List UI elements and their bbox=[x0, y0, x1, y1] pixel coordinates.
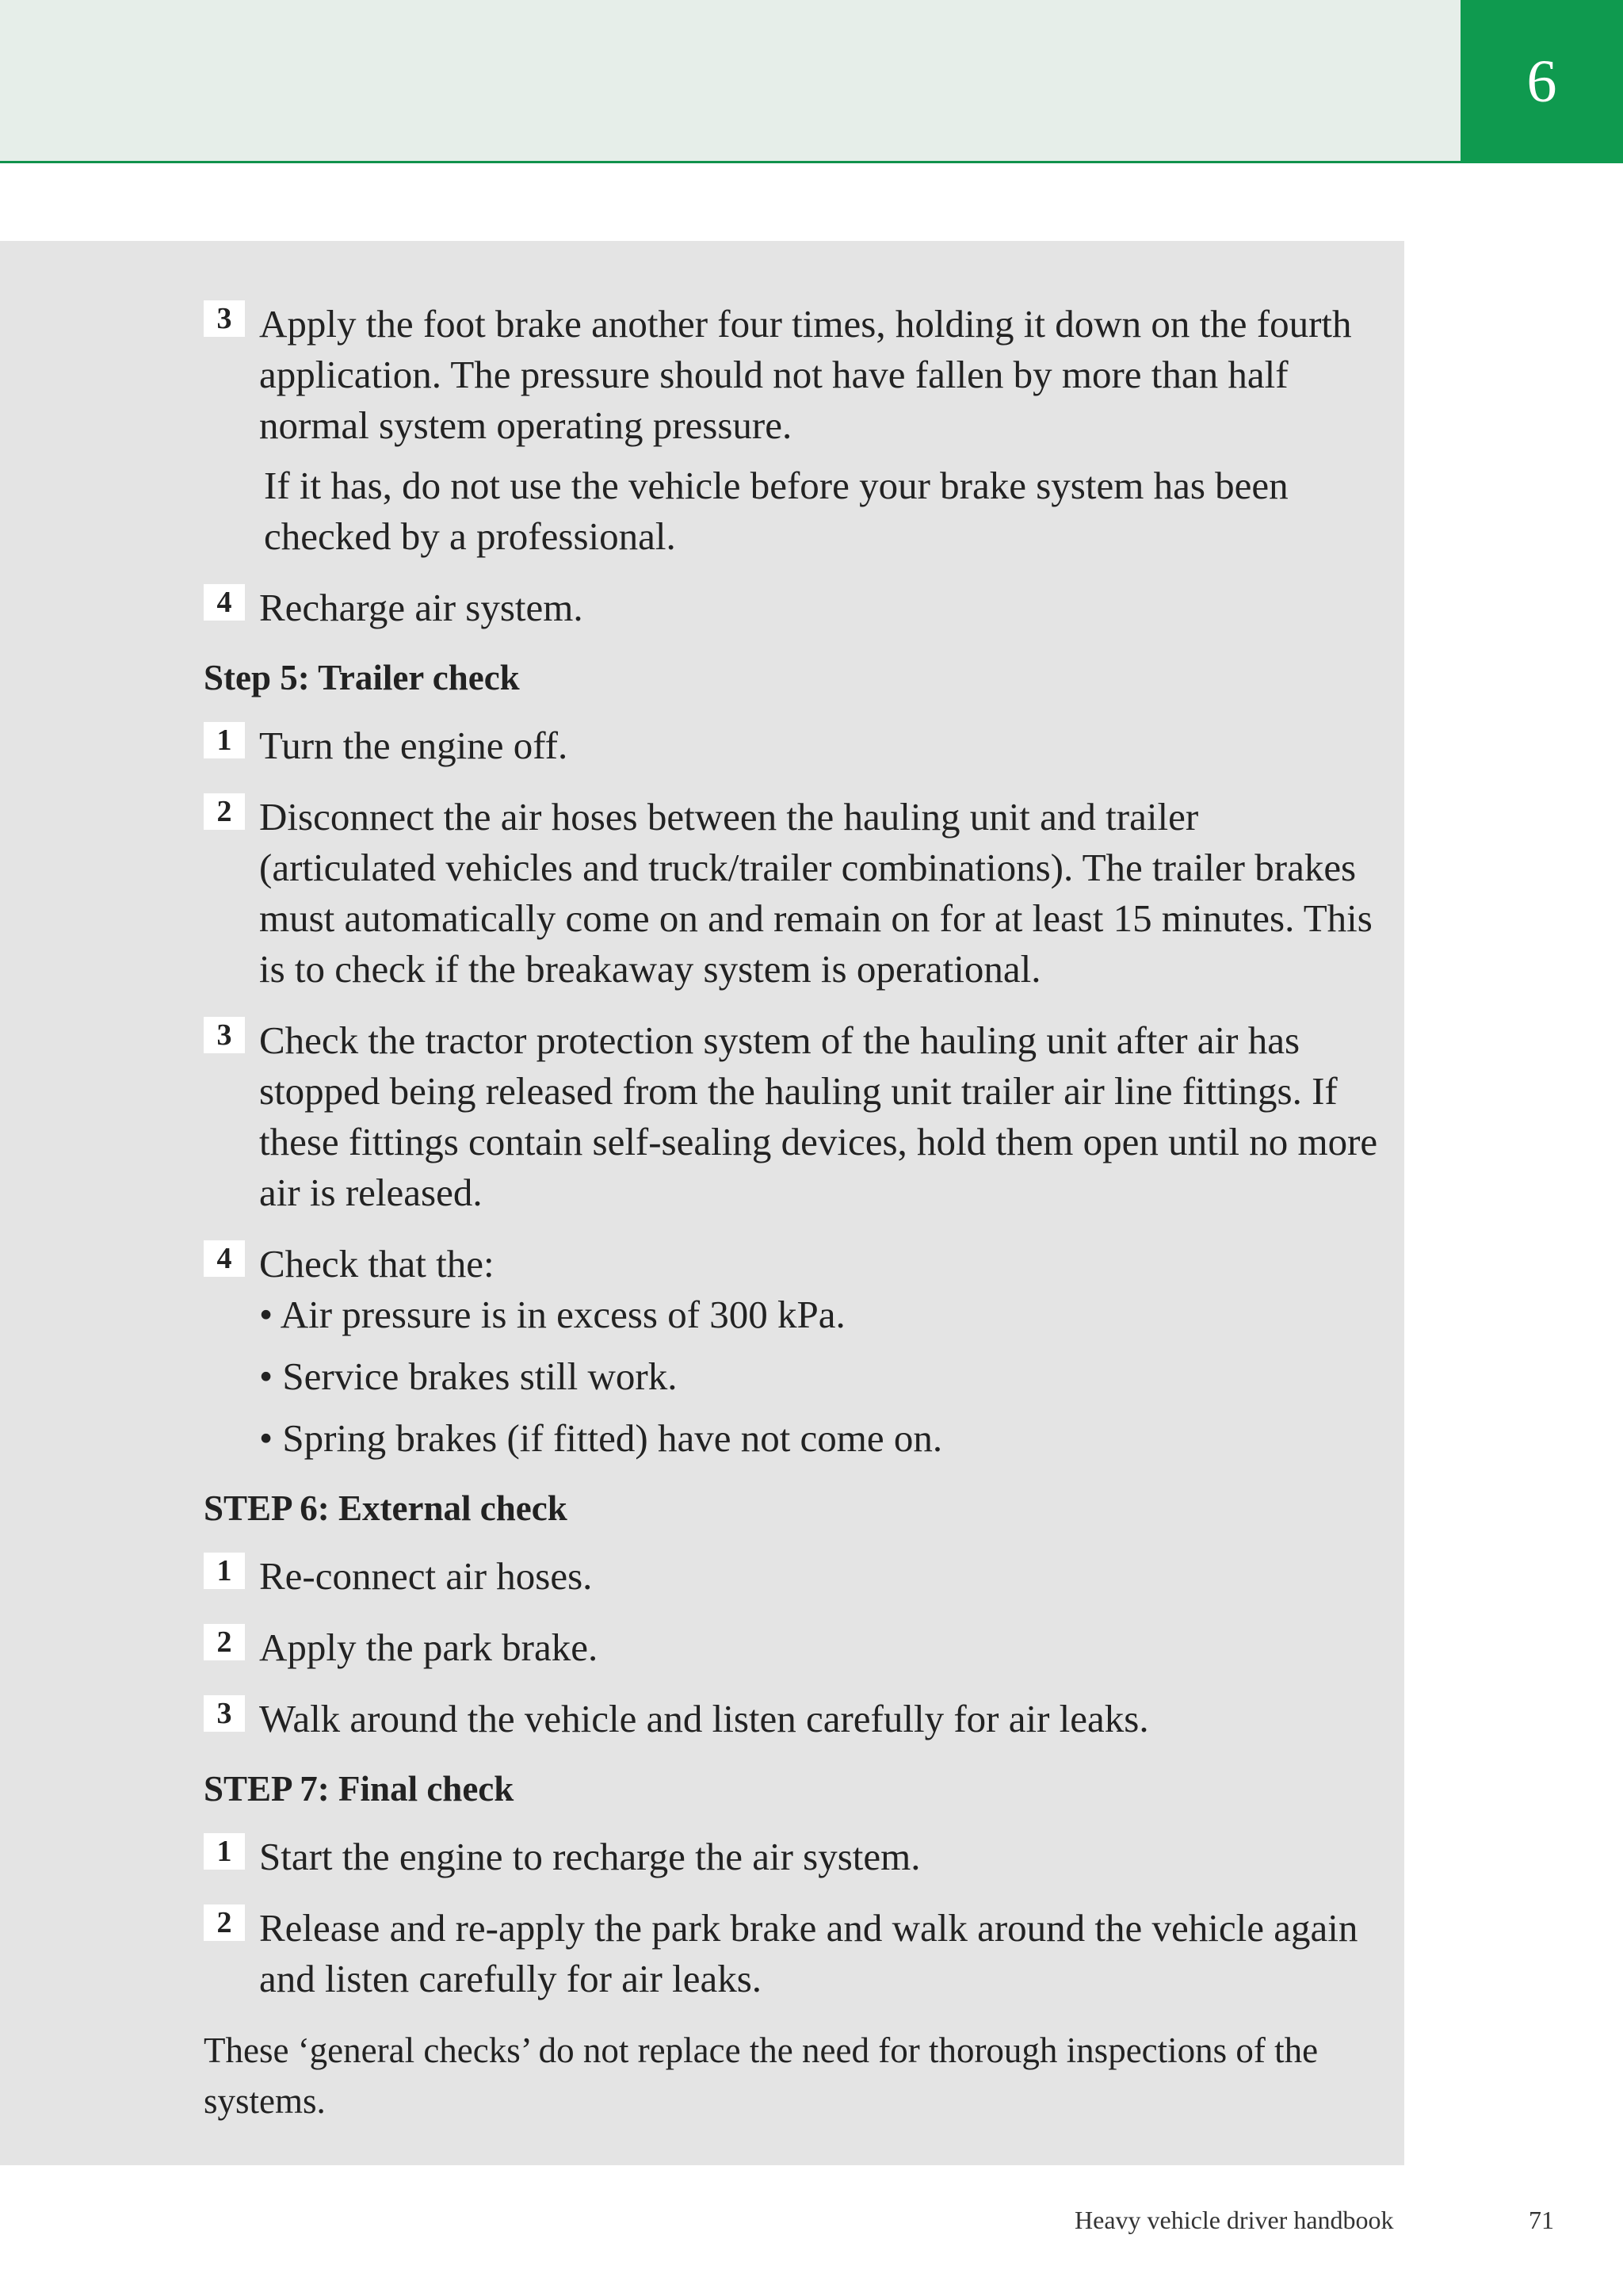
bullet-item: • Spring brakes (if fitted) have not come on. bbox=[259, 1416, 943, 1460]
item-text: Release and re-apply the park brake and walk around the vehicle again and listen carefully for air leaks. bbox=[259, 1906, 1358, 2000]
list-item bbox=[204, 1694, 1384, 1744]
item-number: 4 bbox=[204, 584, 245, 621]
item-number: 4 bbox=[204, 1240, 245, 1277]
item-text: Check the tractor protection system of the hauling unit after air has stopped being released from the hauling unit trailer air line fittings. If these fittings contain self-sealing devices, hold them open until no more air is released. bbox=[259, 1018, 1378, 1214]
bullet-list bbox=[259, 1289, 1384, 1464]
section-heading-step-7: STEP 7: Final check bbox=[204, 1769, 514, 1809]
item-number: 2 bbox=[204, 1904, 245, 1941]
item-number: 2 bbox=[204, 793, 245, 830]
chapter-number-tab bbox=[1461, 0, 1623, 163]
item-text: Re-connect air hoses. bbox=[259, 1554, 593, 1598]
list-item bbox=[204, 1622, 1384, 1673]
item-text: Disconnect the air hoses between the hauling unit and trailer (articulated vehicles and truck/trailer combinations). The trailer brakes must automatically come on and remain on for at least 15 minutes. This is to check if the breakaway system is operational. bbox=[259, 795, 1373, 991]
item-text: Check that the: bbox=[259, 1242, 495, 1286]
item-number: 1 bbox=[204, 722, 245, 758]
bullet-item: • Service brakes still work. bbox=[259, 1354, 678, 1398]
section-heading-step-6: STEP 6: External check bbox=[204, 1488, 567, 1528]
item-number: 1 bbox=[204, 1553, 245, 1589]
item-number: 2 bbox=[204, 1624, 245, 1660]
item-text: Apply the park brake. bbox=[259, 1626, 598, 1669]
item-text: Walk around the vehicle and listen carefully for air leaks. bbox=[259, 1697, 1149, 1740]
footer-book-title: Heavy vehicle driver handbook bbox=[1075, 2206, 1394, 2234]
list-item bbox=[204, 1239, 1384, 1464]
footer-page-number: 71 bbox=[1529, 2206, 1554, 2234]
header-band bbox=[0, 0, 1461, 163]
chapter-number: 6 bbox=[1526, 48, 1557, 115]
item-text: Recharge air system. bbox=[259, 586, 583, 629]
item-number: 3 bbox=[204, 300, 245, 337]
section-heading-step-5: Step 5: Trailer check bbox=[204, 658, 520, 697]
checklist-content bbox=[204, 299, 1384, 2162]
list-item bbox=[204, 720, 1384, 771]
item-number: 1 bbox=[204, 1833, 245, 1870]
list-item bbox=[204, 1015, 1384, 1218]
bullet-item: • Air pressure is in excess of 300 kPa. bbox=[259, 1293, 846, 1336]
item-number: 3 bbox=[204, 1695, 245, 1732]
item-text: Turn the engine off. bbox=[259, 724, 568, 767]
item-text: Apply the foot brake another four times, holding it down on the fourth application. The pressure should not have fallen by more than half normal system operating pressure. bbox=[259, 302, 1352, 447]
item-note: If it has, do not use the vehicle before your brake system has been checked by a professional. bbox=[264, 464, 1289, 558]
closing-note: These ‘general checks’ do not replace the need for thorough inspections of the systems. bbox=[204, 2030, 1319, 2121]
list-item bbox=[204, 1903, 1384, 2004]
list-item bbox=[204, 583, 1384, 633]
list-item bbox=[204, 299, 1384, 562]
list-item bbox=[204, 792, 1384, 995]
list-item bbox=[204, 1832, 1384, 1882]
item-text: Start the engine to recharge the air system. bbox=[259, 1835, 921, 1878]
list-item bbox=[204, 1551, 1384, 1602]
item-number: 3 bbox=[204, 1017, 245, 1053]
